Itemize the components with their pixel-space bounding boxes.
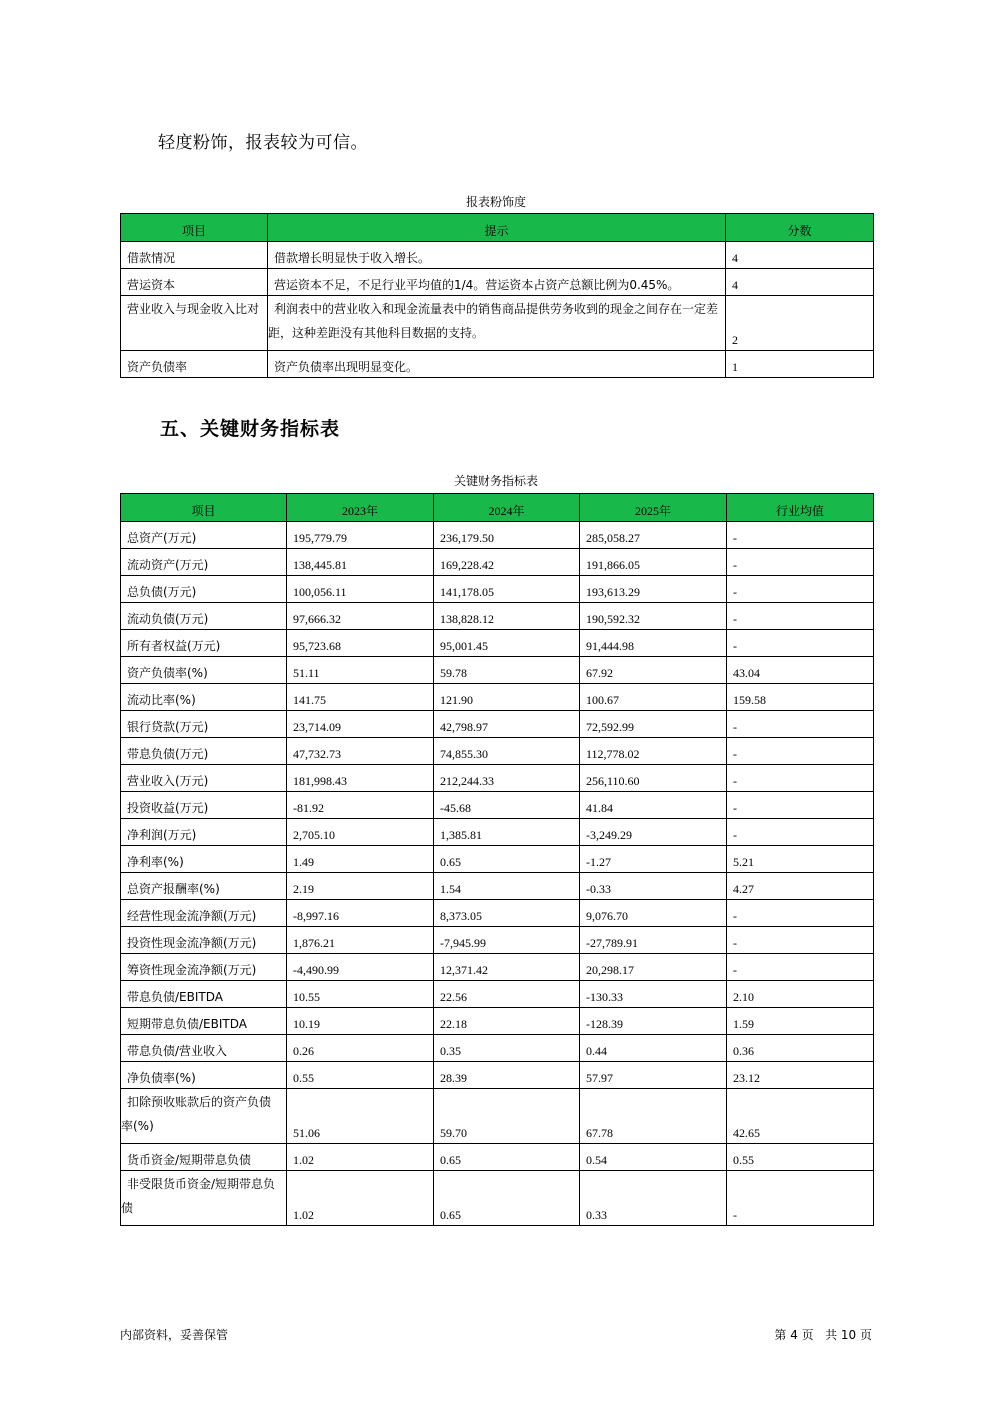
industry-avg-cell: -	[727, 819, 874, 846]
indicator-name-cell: 所有者权益(万元)	[121, 630, 287, 657]
industry-avg-cell: 159.58	[727, 684, 874, 711]
table-row	[121, 765, 874, 792]
embellish-header-row	[121, 214, 874, 242]
value-2025-cell: 0.44	[580, 1035, 727, 1062]
indicator-name-cell: 筹资性现金流净额(万元)	[121, 954, 287, 981]
indicator-name-cell: 货币资金/短期带息负债	[121, 1144, 287, 1171]
value-2024-cell: 42,798.97	[434, 711, 580, 738]
indicator-name-cell: 带息负债/EBITDA	[121, 981, 287, 1008]
table-row	[121, 657, 874, 684]
table-row	[121, 549, 874, 576]
score-cell: 4	[726, 242, 874, 269]
industry-avg-cell: -	[727, 1171, 874, 1226]
indicator-name-cell: 净负债率(%)	[121, 1062, 287, 1089]
indicator-name-cell: 总资产报酬率(%)	[121, 873, 287, 900]
value-2023-cell: 0.55	[287, 1062, 434, 1089]
value-2023-cell: 1.49	[287, 846, 434, 873]
value-2024-cell: 212,244.33	[434, 765, 580, 792]
value-2025-cell: 191,866.05	[580, 549, 727, 576]
value-2023-cell: -4,490.99	[287, 954, 434, 981]
indicator-table	[120, 493, 874, 1226]
value-2023-cell: 10.19	[287, 1008, 434, 1035]
value-2024-cell: 59.70	[434, 1089, 580, 1144]
industry-avg-cell: -	[727, 927, 874, 954]
footer-page-number: 第 4 页 共 10 页	[774, 1328, 872, 1342]
value-2023-cell: 95,723.68	[287, 630, 434, 657]
value-2025-cell: 285,058.27	[580, 522, 727, 549]
table-row	[121, 1035, 874, 1062]
table-row	[121, 900, 874, 927]
value-2025-cell: 112,778.02	[580, 738, 727, 765]
value-2023-cell: 23,714.09	[287, 711, 434, 738]
item-cell: 借款情况	[121, 242, 268, 269]
value-2025-cell: 20,298.17	[580, 954, 727, 981]
indicator-table-caption: 关键财务指标表	[453, 474, 538, 488]
value-2023-cell: 1.02	[287, 1171, 434, 1226]
indicator-name-cell: 流动负债(万元)	[121, 603, 287, 630]
table-row	[121, 296, 874, 351]
industry-avg-cell: 1.59	[727, 1008, 874, 1035]
industry-avg-cell: 42.65	[727, 1089, 874, 1144]
indicator-name-cell: 扣除预收账款后的资产负债率(%)	[121, 1089, 287, 1144]
indicator-name-cell: 资产负债率(%)	[121, 657, 287, 684]
indicator-name-cell: 流动比率(%)	[121, 684, 287, 711]
industry-avg-cell: 5.21	[727, 846, 874, 873]
value-2023-cell: 100,056.11	[287, 576, 434, 603]
value-2023-cell: 10.55	[287, 981, 434, 1008]
item-cell: 资产负债率	[121, 351, 268, 378]
header-item: 项目	[121, 494, 287, 522]
indicator-name-cell: 带息负债(万元)	[121, 738, 287, 765]
indicator-name-cell: 投资性现金流净额(万元)	[121, 927, 287, 954]
value-2025-cell: -27,789.91	[580, 927, 727, 954]
value-2025-cell: 0.54	[580, 1144, 727, 1171]
value-2025-cell: -1.27	[580, 846, 727, 873]
industry-avg-cell: -	[727, 765, 874, 792]
value-2025-cell: -128.39	[580, 1008, 727, 1035]
value-2024-cell: -7,945.99	[434, 927, 580, 954]
industry-avg-cell: 0.36	[727, 1035, 874, 1062]
embellish-table	[120, 213, 874, 378]
item-cell: 营业收入与现金收入比对	[121, 296, 268, 351]
value-2025-cell: 9,076.70	[580, 900, 727, 927]
industry-avg-cell: -	[727, 954, 874, 981]
table-row	[121, 927, 874, 954]
value-2025-cell: 72,592.99	[580, 711, 727, 738]
industry-avg-cell: -	[727, 576, 874, 603]
industry-avg-cell: 43.04	[727, 657, 874, 684]
value-2024-cell: 141,178.05	[434, 576, 580, 603]
industry-avg-cell: -	[727, 630, 874, 657]
value-2024-cell: 121.90	[434, 684, 580, 711]
table-row	[121, 576, 874, 603]
value-2025-cell: 193,613.29	[580, 576, 727, 603]
value-2024-cell: 1,385.81	[434, 819, 580, 846]
industry-avg-cell: -	[727, 603, 874, 630]
value-2025-cell: 256,110.60	[580, 765, 727, 792]
value-2024-cell: 95,001.45	[434, 630, 580, 657]
value-2024-cell: -45.68	[434, 792, 580, 819]
value-2025-cell: 100.67	[580, 684, 727, 711]
value-2024-cell: 138,828.12	[434, 603, 580, 630]
value-2025-cell: 91,444.98	[580, 630, 727, 657]
value-2023-cell: 138,445.81	[287, 549, 434, 576]
industry-avg-cell: 2.10	[727, 981, 874, 1008]
table-row	[121, 684, 874, 711]
section-title: 五、关键财务指标表	[160, 418, 341, 440]
table-row	[121, 711, 874, 738]
table-row	[121, 603, 874, 630]
table-row	[121, 242, 874, 269]
table-row	[121, 1008, 874, 1035]
value-2023-cell: 51.06	[287, 1089, 434, 1144]
table-row	[121, 522, 874, 549]
embellish-table-caption: 报表粉饰度	[465, 195, 526, 209]
indicator-name-cell: 营业收入(万元)	[121, 765, 287, 792]
table-row	[121, 873, 874, 900]
value-2024-cell: 0.65	[434, 1144, 580, 1171]
indicator-name-cell: 总负债(万元)	[121, 576, 287, 603]
indicator-name-cell: 流动资产(万元)	[121, 549, 287, 576]
indicator-name-cell: 银行贷款(万元)	[121, 711, 287, 738]
industry-avg-cell: -	[727, 711, 874, 738]
indicator-name-cell: 短期带息负债/EBITDA	[121, 1008, 287, 1035]
score-cell: 2	[726, 296, 874, 351]
value-2025-cell: -0.33	[580, 873, 727, 900]
table-row	[121, 630, 874, 657]
value-2024-cell: 0.35	[434, 1035, 580, 1062]
value-2025-cell: 0.33	[580, 1171, 727, 1226]
value-2023-cell: 47,732.73	[287, 738, 434, 765]
value-2024-cell: 0.65	[434, 1171, 580, 1226]
indicator-name-cell: 总资产(万元)	[121, 522, 287, 549]
indicator-name-cell: 经营性现金流净额(万元)	[121, 900, 287, 927]
item-cell: 营运资本	[121, 269, 268, 296]
hint-cell: 借款增长明显快于收入增长。	[268, 242, 726, 269]
indicator-name-cell: 投资收益(万元)	[121, 792, 287, 819]
header-2025: 2025年	[580, 494, 727, 522]
table-row	[121, 792, 874, 819]
header-industry-avg: 行业均值	[727, 494, 874, 522]
value-2025-cell: 190,592.32	[580, 603, 727, 630]
value-2025-cell: -130.33	[580, 981, 727, 1008]
indicator-name-cell: 带息负债/营业收入	[121, 1035, 287, 1062]
indicator-name-cell: 非受限货币资金/短期带息负债	[121, 1171, 287, 1226]
value-2023-cell: 2,705.10	[287, 819, 434, 846]
score-cell: 1	[726, 351, 874, 378]
table-row	[121, 1062, 874, 1089]
table-row	[121, 981, 874, 1008]
table-row	[121, 819, 874, 846]
value-2025-cell: 67.92	[580, 657, 727, 684]
value-2023-cell: 97,666.32	[287, 603, 434, 630]
value-2024-cell: 59.78	[434, 657, 580, 684]
indicator-name-cell: 净利率(%)	[121, 846, 287, 873]
value-2024-cell: 22.56	[434, 981, 580, 1008]
score-cell: 4	[726, 269, 874, 296]
header-score: 分数	[726, 214, 874, 242]
value-2023-cell: -8,997.16	[287, 900, 434, 927]
industry-avg-cell: 23.12	[727, 1062, 874, 1089]
value-2025-cell: -3,249.29	[580, 819, 727, 846]
table-row	[121, 351, 874, 378]
value-2025-cell: 57.97	[580, 1062, 727, 1089]
indicator-header-row	[121, 494, 874, 522]
value-2024-cell: 12,371.42	[434, 954, 580, 981]
value-2023-cell: 51.11	[287, 657, 434, 684]
table-row	[121, 738, 874, 765]
table-row	[121, 1089, 874, 1144]
table-row	[121, 846, 874, 873]
indicator-name-cell: 净利润(万元)	[121, 819, 287, 846]
value-2024-cell: 0.65	[434, 846, 580, 873]
value-2024-cell: 22.18	[434, 1008, 580, 1035]
industry-avg-cell: -	[727, 792, 874, 819]
industry-avg-cell: -	[727, 549, 874, 576]
value-2024-cell: 1.54	[434, 873, 580, 900]
header-item: 项目	[121, 214, 268, 242]
industry-avg-cell: 0.55	[727, 1144, 874, 1171]
value-2025-cell: 41.84	[580, 792, 727, 819]
hint-cell: 利润表中的营业收入和现金流量表中的销售商品提供劳务收到的现金之间存在一定差距，这种差距没有其他科目数据的支持。	[268, 296, 726, 351]
value-2025-cell: 67.78	[580, 1089, 727, 1144]
hint-cell: 资产负债率出现明显变化。	[268, 351, 726, 378]
header-2023: 2023年	[287, 494, 434, 522]
table-row	[121, 1171, 874, 1226]
value-2023-cell: 1,876.21	[287, 927, 434, 954]
value-2023-cell: 2.19	[287, 873, 434, 900]
value-2024-cell: 236,179.50	[434, 522, 580, 549]
value-2024-cell: 8,373.05	[434, 900, 580, 927]
value-2023-cell: -81.92	[287, 792, 434, 819]
industry-avg-cell: -	[727, 738, 874, 765]
intro-text: 轻度粉饰，报表较为可信。	[158, 133, 368, 153]
header-2024: 2024年	[434, 494, 580, 522]
table-row	[121, 954, 874, 981]
footer-left: 内部资料，妥善保管	[120, 1328, 229, 1342]
value-2023-cell: 195,779.79	[287, 522, 434, 549]
value-2024-cell: 169,228.42	[434, 549, 580, 576]
value-2023-cell: 181,998.43	[287, 765, 434, 792]
value-2023-cell: 1.02	[287, 1144, 434, 1171]
value-2023-cell: 141.75	[287, 684, 434, 711]
value-2023-cell: 0.26	[287, 1035, 434, 1062]
hint-cell: 营运资本不足，不足行业平均值的1/4。营运资本占资产总额比例为0.45%。	[268, 269, 726, 296]
industry-avg-cell: -	[727, 522, 874, 549]
industry-avg-cell: -	[727, 900, 874, 927]
value-2024-cell: 74,855.30	[434, 738, 580, 765]
header-hint: 提示	[268, 214, 726, 242]
value-2024-cell: 28.39	[434, 1062, 580, 1089]
table-row	[121, 1144, 874, 1171]
table-row	[121, 269, 874, 296]
industry-avg-cell: 4.27	[727, 873, 874, 900]
